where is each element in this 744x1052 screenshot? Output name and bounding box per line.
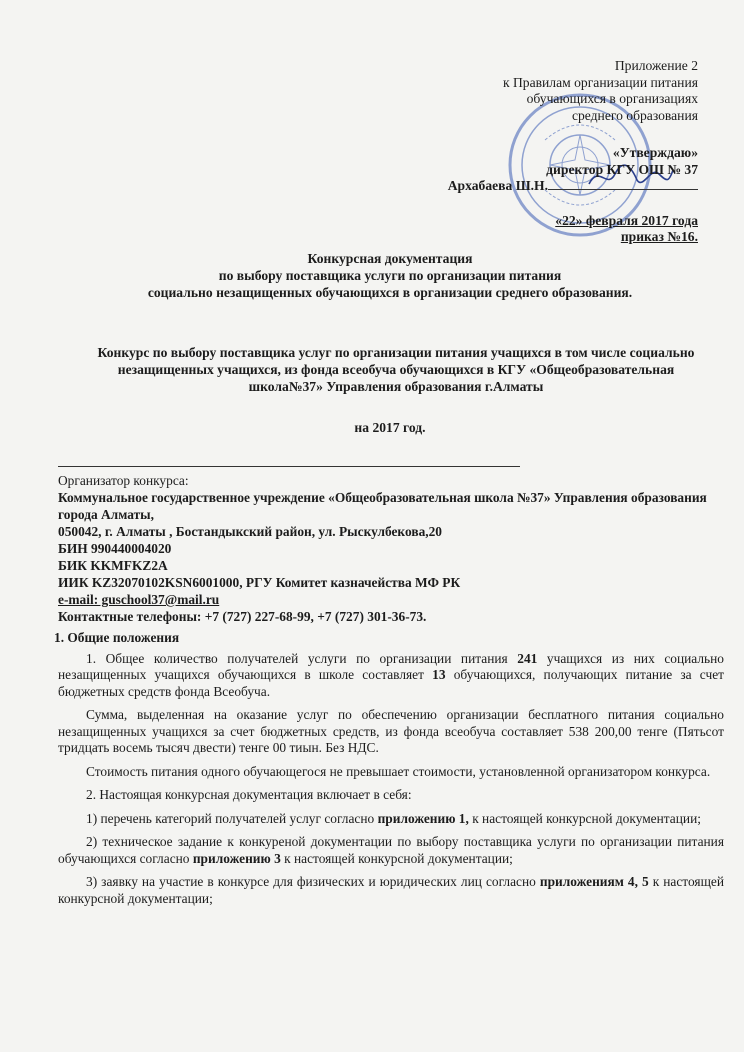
- text-run: к настоящей конкурсной документации;: [468, 810, 701, 826]
- title-line: социально незащищенных обучающихся в организации среднего образования.: [147, 285, 633, 300]
- text-run: 1. Общее количество получателей услуги по организации питания: [86, 650, 518, 666]
- organizer-label: Организатор конкурса:: [58, 473, 189, 488]
- appendix-line: к Правилам организации питания: [502, 74, 698, 90]
- organizer-name: Коммунальное государственное учреждение «Общеобразовательная школа №37» Управления образования города Алматы,: [58, 490, 707, 522]
- organizer-phones: Контактные телефоны: +7 (727) 227-68-99, +7 (727) 301-36-73.: [58, 609, 427, 624]
- approval-person-row: [448, 178, 698, 195]
- organizer-email-link[interactable]: e-mail: guschool37@mail.ru: [58, 592, 220, 607]
- subtitle-line: незащищенных учащихся, из фонда всеобуча обучающихся в КГУ «Общеобразовательная: [117, 362, 675, 377]
- text-run: 2) техническое задание к конкуреной документации по выбору поставщика услуги по организации питания обучающихся согласно: [58, 834, 724, 866]
- paragraph-item-3: [58, 874, 724, 907]
- paragraph-amount: Сумма, выделенная на оказание услуг по обеспечению организации бесплатного питания социально незащищенных учащихся за счет бюджетных средств, из фонда всеобуча составляет 538 200,00 тенге (Пятьсот тридцать восемь тысяч двести) тенге 00 тиын. Без НДС.: [58, 707, 724, 755]
- document-subtitle: [48, 344, 744, 395]
- organizer-bik: БИК KKMFKZ2A: [58, 558, 168, 573]
- approval-person: Архабаева Ш.Н.: [447, 178, 548, 193]
- signature-line: [548, 178, 698, 190]
- title-line: по выбору поставщика услуги по организации питания: [218, 268, 562, 283]
- text-run: учащихся из них социально незащищенных учащихся обучающихся в школе составляет: [58, 650, 724, 682]
- paragraph-contents: 2. Настоящая конкурсная документация включает в себя:: [86, 787, 412, 802]
- paragraph-item-1: [58, 811, 724, 828]
- annex-ref: приложению 1,: [377, 810, 469, 826]
- approval-heading: «Утверждаю»: [612, 145, 698, 160]
- text-run: к настоящей конкурсной документации;: [58, 874, 724, 906]
- approval-spacer: [448, 195, 698, 213]
- approval-block: [448, 145, 698, 246]
- annex-ref: приложению 3: [192, 850, 281, 866]
- subtitle-line: школа№37» Управления образования г.Алматы: [248, 379, 544, 394]
- organizer-iik: ИИК KZ32070102KSN6001000, РГУ Комитет казначейства МФ РК: [58, 575, 461, 590]
- organizer-block: [58, 472, 728, 625]
- recipients-vulnerable: 13: [432, 667, 446, 682]
- paragraph-recipients: [58, 651, 724, 701]
- appendix-line: обучающихся в организациях: [526, 91, 698, 106]
- organizer-bin: БИН 990440004020: [58, 541, 172, 556]
- appendix-header: [503, 58, 698, 124]
- section-general: [54, 630, 724, 914]
- subtitle-line: Конкурс по выбору поставщика услуг по организации питания учащихся в том числе социально: [97, 345, 695, 360]
- title-line: Конкурсная документация: [307, 251, 473, 266]
- paragraph-cost: Стоимость питания одного обучающегося не превышает стоимости, установленной организатором конкурса.: [86, 763, 711, 779]
- annex-ref: приложениям 4, 5: [539, 874, 649, 889]
- text-run: 1) перечень категорий получателей услуг согласно: [86, 810, 378, 826]
- paragraph-item-2: [58, 834, 724, 867]
- approval-position: директор КГУ ОШ № 37: [546, 161, 698, 177]
- text-run: 3) заявку на участие в конкурсе для физических и юридических лиц согласно: [86, 874, 540, 889]
- appendix-line: Приложение 2: [614, 58, 698, 73]
- approval-order: приказ №16.: [620, 229, 698, 244]
- organizer-address: 050042, г. Алматы , Бостандыкский район, ул. Рыскулбекова,20: [58, 524, 442, 539]
- section-heading: 1. Общие положения: [54, 630, 180, 645]
- document-title: [40, 250, 740, 301]
- text-run: к настоящей конкурсной документации;: [280, 850, 513, 866]
- appendix-line: среднего образования: [571, 107, 698, 123]
- approval-date: «22» февраля 2017 года: [555, 212, 698, 228]
- text-run: обучающихся, получающих питание за счет бюджетных средств фонда Всеобуча.: [58, 667, 724, 699]
- divider: [58, 466, 520, 467]
- document-year: на 2017 год.: [354, 420, 426, 435]
- recipients-total: 241: [517, 650, 538, 666]
